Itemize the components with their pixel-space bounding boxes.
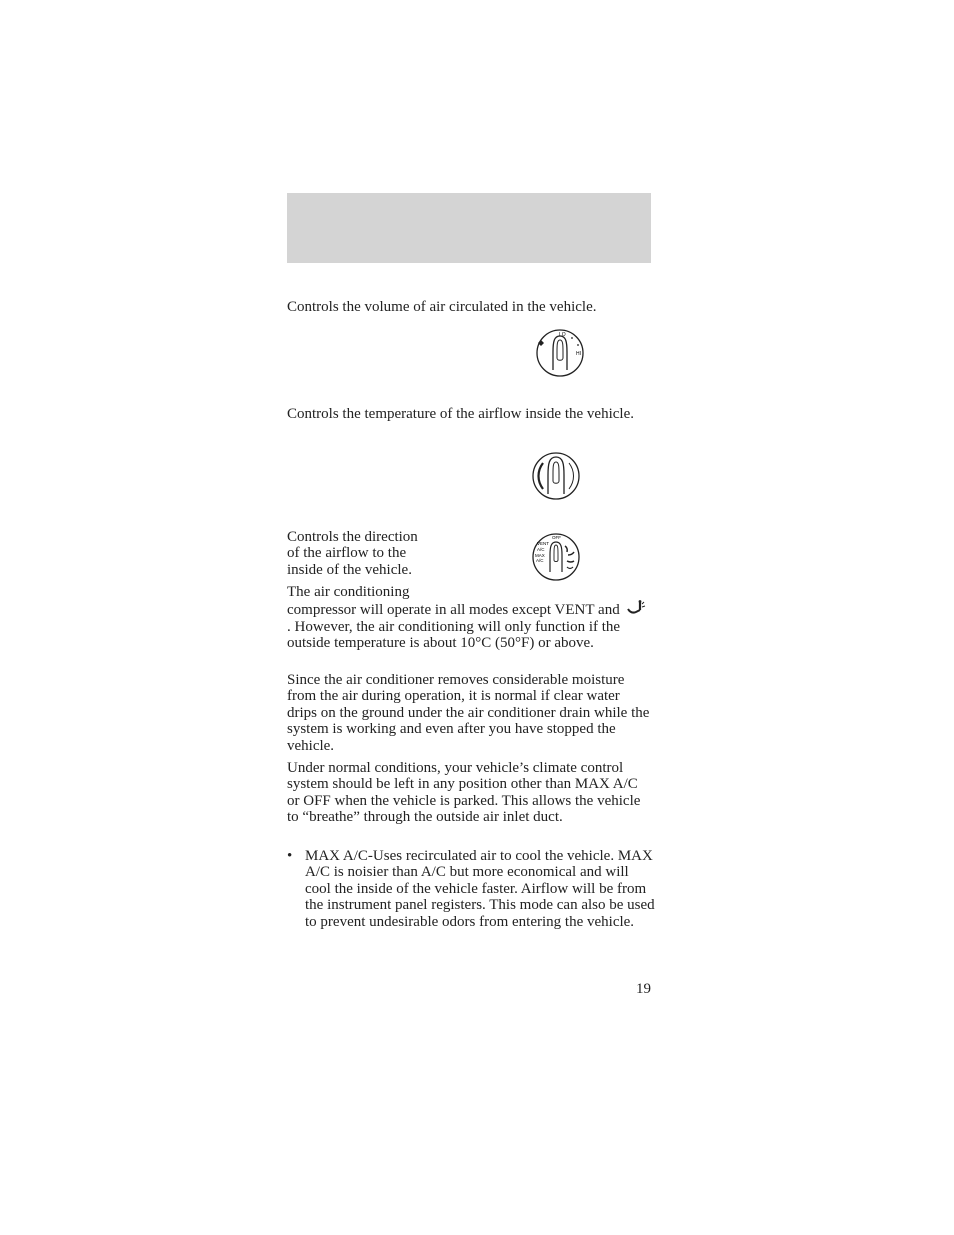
temperature-dial-icon (531, 451, 581, 501)
max-ac-description: MAX A/C-Uses recirculated air to cool the vehicle. MAX A/C is noisier than A/C but more economical and will cool the inside of the vehicle faster. Airflow will be from the instrument panel registers. This mode can also be used to prevent undesirable odors from entering the vehicle. (305, 848, 655, 930)
temperature-description: Controls the temperature of the airflow inside the vehicle. (287, 406, 634, 422)
svg-text:LO: LO (559, 332, 566, 338)
ac-compressor-paragraph: The air conditioning compressor will operate in all modes except VENT and. However, the air conditioning will only function if the outside temperature is about 10°C (50°F) or above. (287, 584, 651, 652)
normal-conditions-paragraph: Under normal conditions, your vehicle’s climate control system should be left in any position other than MAX A/C or OFF when the vehicle is parked. This allows the vehicle to “breathe” through the outside air inlet duct. (287, 760, 641, 826)
bullet-dot: • (287, 848, 293, 864)
svg-text:VENT: VENT (537, 541, 550, 546)
svg-text:A/C: A/C (536, 558, 544, 563)
svg-text:HI: HI (576, 351, 581, 357)
svg-text:A/C: A/C (537, 547, 545, 552)
page-number: 19 (636, 981, 651, 997)
svg-text:MAX: MAX (535, 553, 545, 558)
svg-text:OFF: OFF (552, 535, 561, 540)
airflow-direction-dial-icon (531, 532, 581, 582)
moisture-paragraph: Since the air conditioner removes considerable moisture from the air during operation, it is normal if clear water drips on the ground under the air conditioner drain while the system is working and even after you have stopped the vehicle. (287, 672, 650, 754)
fan-speed-description: Controls the volume of air circulated in the vehicle. (287, 299, 597, 315)
airflow-direction-description: Controls the direction of the airflow to the inside of the vehicle. (287, 529, 418, 578)
floor-defrost-mode-icon (626, 600, 646, 616)
section-header-band (287, 193, 651, 263)
fan-speed-dial-icon (534, 328, 586, 378)
